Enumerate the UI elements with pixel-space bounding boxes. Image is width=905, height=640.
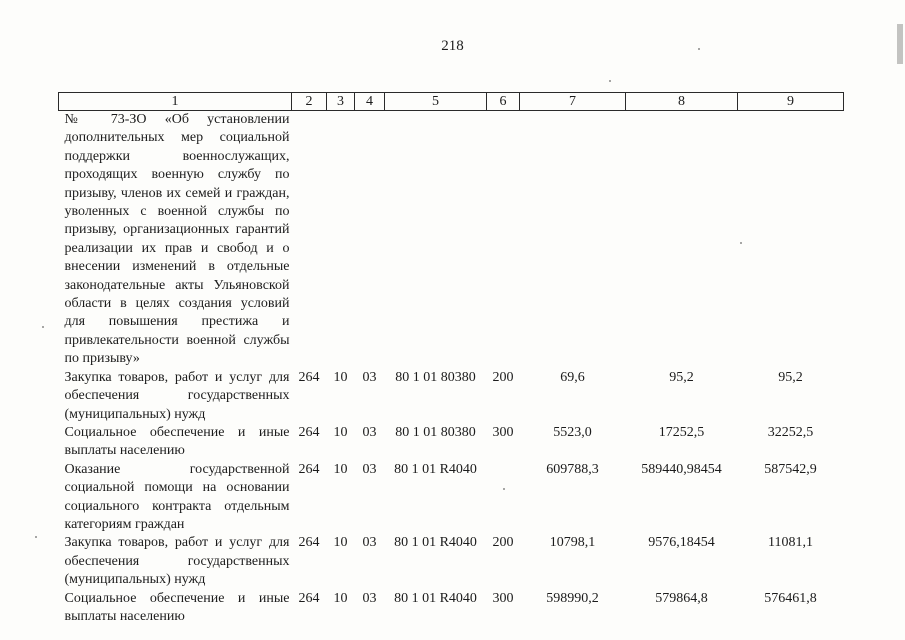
table-row <box>59 369 844 424</box>
cell-expense-type <box>487 461 520 535</box>
table-row <box>59 534 844 589</box>
table-row <box>59 424 844 461</box>
row-description: № 73-ЗО «Об установлении дополнительных мер социальной поддержки военнослужащих, проходящих военную службу по призыву, членов их семей и граждан, уволенных с военной службы по призыву, организационных гарантий реализации их прав и свобод и о внесении изменений в отдельные законодательные акты Ульяновской области в целях создания условий для повышения престижа и привлекательности военной службы по призыву» <box>64 112 290 367</box>
scan-speck <box>609 80 611 82</box>
row-description: Социальное обеспечение и иные выплаты населению <box>64 424 290 459</box>
cell-subsection: 03 <box>362 535 377 551</box>
cell-amount-col7: 5523,0 <box>553 424 592 440</box>
cell-ministry-code: 264 <box>298 590 320 606</box>
cell-amount-col7 <box>520 111 626 369</box>
page-number: 218 <box>441 38 464 54</box>
column-header: 9 <box>738 93 844 111</box>
cell-target-article <box>385 111 487 369</box>
cell-expense-type: 200 <box>492 369 514 385</box>
cell-amount-col8: 579864,8 <box>655 590 708 606</box>
cell-ministry-code: 264 <box>298 535 320 551</box>
column-header: 2 <box>292 93 327 111</box>
table-row <box>59 461 844 535</box>
cell-expense-type: 300 <box>492 590 514 606</box>
cell-amount-col8: 95,2 <box>669 369 694 385</box>
cell-ministry-code: 264 <box>298 369 320 385</box>
cell-amount-col7: 598990,2 <box>546 590 599 606</box>
table-row <box>59 590 844 627</box>
cell-amount-col8 <box>626 111 738 369</box>
cell-subsection <box>355 111 385 369</box>
cell-subsection: 03 <box>362 590 377 606</box>
cell-ministry-code <box>292 111 327 369</box>
cell-amount-col9: 587542,9 <box>764 461 817 477</box>
scan-speck <box>35 536 37 538</box>
scan-speck <box>503 488 505 490</box>
cell-expense-type <box>487 111 520 369</box>
cell-section <box>327 111 355 369</box>
table-row <box>59 111 844 369</box>
cell-ministry-code: 264 <box>298 424 320 440</box>
cell-expense-type: 200 <box>492 535 514 551</box>
cell-amount-col9: 576461,8 <box>764 590 817 606</box>
cell-amount-col8: 17252,5 <box>658 424 705 440</box>
cell-target-article: 80 1 01 R4040 <box>394 535 477 551</box>
cell-amount-col7: 10798,1 <box>549 535 596 551</box>
column-number-row <box>59 93 844 111</box>
cell-section: 10 <box>333 369 348 385</box>
cell-amount-col9 <box>738 111 844 369</box>
cell-amount-col8: 9576,18454 <box>648 535 715 551</box>
column-header: 6 <box>487 93 520 111</box>
cell-ministry-code: 264 <box>298 461 320 477</box>
scan-speck <box>42 326 44 328</box>
cell-subsection: 03 <box>362 369 377 385</box>
cell-section: 10 <box>333 590 348 606</box>
cell-subsection: 03 <box>362 424 377 440</box>
scan-speck <box>698 48 700 50</box>
cell-expense-type: 300 <box>492 424 514 440</box>
cell-amount-col9: 32252,5 <box>767 424 814 440</box>
row-description: Закупка товаров, работ и услуг для обеспечения государственных (муниципальных) нужд <box>64 369 290 422</box>
row-description: Оказание государственной социальной помощи на основании социального контракта отдельным категориям граждан <box>64 461 290 532</box>
cell-section: 10 <box>333 535 348 551</box>
cell-amount-col8: 589440,98454 <box>641 461 722 477</box>
scan-speck <box>740 242 742 244</box>
column-header: 1 <box>59 93 292 111</box>
row-description: Социальное обеспечение и иные выплаты населению <box>64 590 290 624</box>
column-header: 7 <box>520 93 626 111</box>
cell-amount-col9: 95,2 <box>778 369 803 385</box>
budget-table <box>58 92 844 626</box>
cell-target-article: 80 1 01 80380 <box>395 424 476 440</box>
cell-amount-col7: 609788,3 <box>546 461 599 477</box>
cell-target-article: 80 1 01 R4040 <box>394 461 477 477</box>
cell-section: 10 <box>333 461 348 477</box>
column-header: 8 <box>626 93 738 111</box>
cell-amount-col7: 69,6 <box>560 369 585 385</box>
column-header: 3 <box>327 93 355 111</box>
cell-target-article: 80 1 01 R4040 <box>394 590 477 606</box>
cell-section: 10 <box>333 424 348 440</box>
column-header: 4 <box>355 93 385 111</box>
cell-target-article: 80 1 01 80380 <box>395 369 476 385</box>
column-header: 5 <box>385 93 487 111</box>
row-description: Закупка товаров, работ и услуг для обеспечения государственных (муниципальных) нужд <box>64 535 290 588</box>
cell-amount-col9: 11081,1 <box>768 535 813 551</box>
cell-subsection: 03 <box>362 461 377 477</box>
scan-edge-mark <box>897 24 903 64</box>
